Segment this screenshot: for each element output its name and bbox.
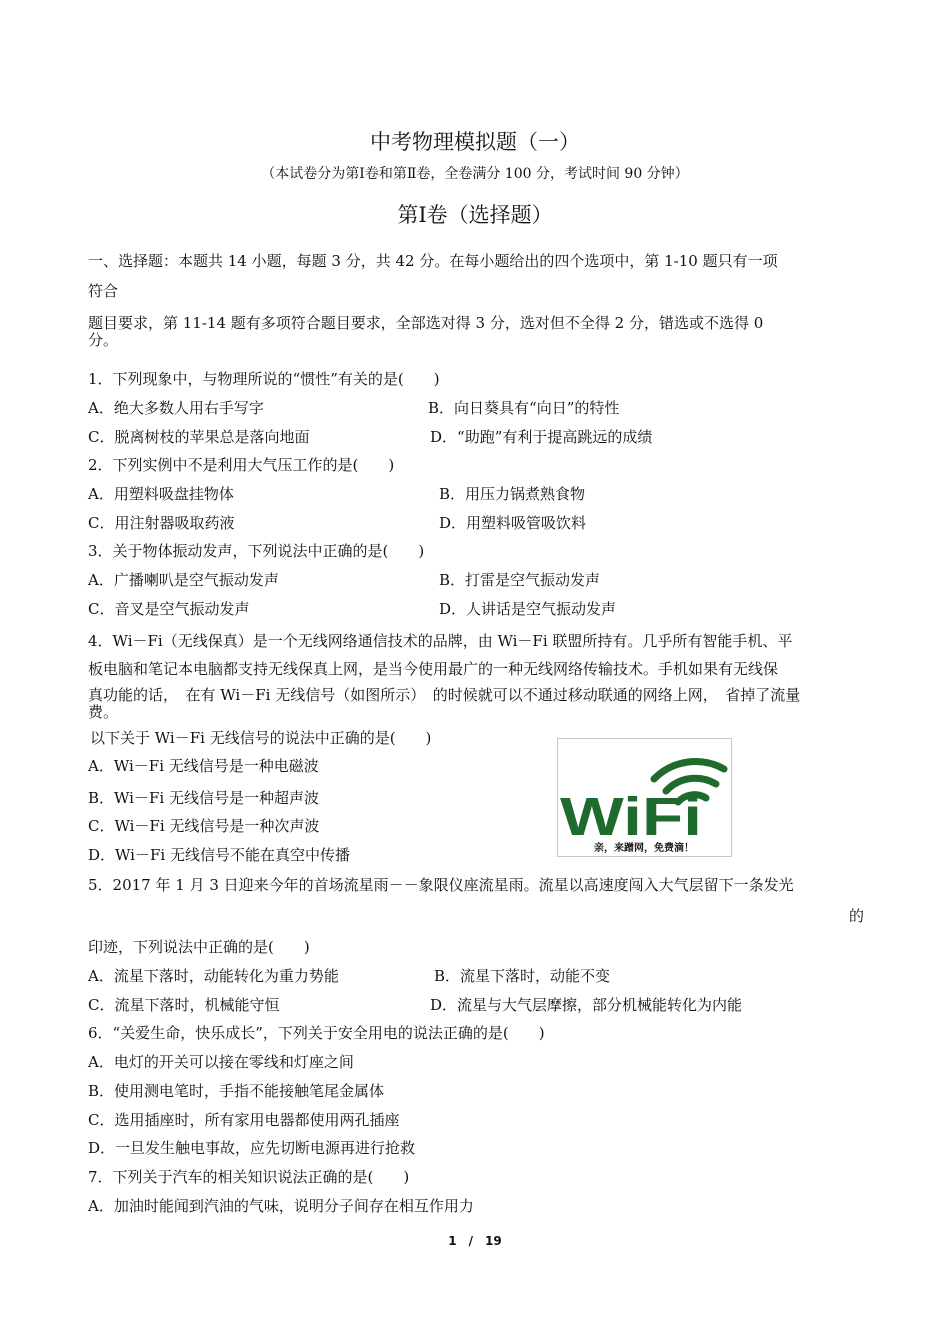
question-5-option-d: D．流星与大气层摩擦，部分机械能转化为内能 <box>430 996 743 1014</box>
question-4-option-b: B．Wi－Fi 无线信号是一种超声波 <box>88 789 319 807</box>
question-3-option-c: C．音叉是空气振动发声 <box>88 600 250 618</box>
question-1-option-c: C．脱离树枝的苹果总是落向地面 <box>88 428 310 446</box>
question-2-option-c: C．用注射器吸取药液 <box>88 514 235 532</box>
question-2-stem: 2．下列实例中不是利用大气压工作的是( ) <box>88 456 395 474</box>
question-2-option-d: D．用塑料吸管吸饮料 <box>439 514 587 532</box>
exam-subtitle: （本试卷分为第Ⅰ卷和第Ⅱ卷，全卷满分 100 分，考试时间 90 分钟） <box>261 166 689 182</box>
question-7-option-a: A．加油时能闻到汽油的气味，说明分子间存在相互作用力 <box>88 1197 474 1215</box>
question-6-option-d: D．一旦发生触电事故，应先切断电源再进行抢救 <box>88 1139 416 1157</box>
wifi-icon <box>558 739 731 856</box>
question-4-option-a: A．Wi－Fi 无线信号是一种电磁波 <box>88 757 319 775</box>
question-6-option-b: B．使用测电笔时，手指不能接触笔尾金属体 <box>88 1082 385 1100</box>
question-4-option-d: D．Wi－Fi 无线信号不能在真空中传播 <box>88 846 350 864</box>
question-2-option-a: A．用塑料吸盘挂物体 <box>88 485 234 503</box>
instructions-line-2: 符合 <box>88 282 119 300</box>
question-7-stem: 7．下列关于汽车的相关知识说法正确的是( ) <box>88 1168 410 1186</box>
question-6-option-a: A．电灯的开关可以接在零线和灯座之间 <box>88 1053 354 1071</box>
question-2-option-b: B．用压力锅煮熟食物 <box>439 485 586 503</box>
wifi-logo-text: WiFi <box>560 787 702 847</box>
page-number: 1 / 19 <box>448 1234 502 1248</box>
wifi-figure <box>557 738 732 857</box>
question-5-stem-line-2: 印迹，下列说法中正确的是( ) <box>88 938 310 956</box>
question-4-passage-line-4: 费。 <box>88 703 119 721</box>
question-5-stem-line-1: 5．2017 年 1 月 3 日迎来今年的首场流星雨－－象限仪座流星雨。流星以高速度闯入大气层留下一条发光 <box>88 876 794 894</box>
instructions-line-3: 题目要求，第 11-14 题有多项符合题目要求，全部选对得 3 分，选对但不全得 2 分，错选或不选得 0 <box>88 314 764 332</box>
question-3-stem: 3．关于物体振动发声，下列说法中正确的是( ) <box>88 542 425 560</box>
instructions-line-1: 一、选择题：本题共 14 小题，每题 3 分，共 42 分。在每小题给出的四个选项中，第 1-10 题只有一项 <box>88 252 778 270</box>
question-4-passage-line-3: 真功能的话， 在有 Wi－Fi 无线信号（如图所示） 的时候就可以不通过移动联通的网络上网， 省掉了流量 <box>88 686 801 704</box>
question-5-option-b: B．流星下落时，动能不变 <box>434 967 611 985</box>
instructions-line-4: 分。 <box>88 331 119 349</box>
question-4-stem: 以下关于 Wi－Fi 无线信号的说法中正确的是( ) <box>90 729 432 747</box>
question-1-stem: 1．下列现象中，与物理所说的“惯性”有关的是( ) <box>88 370 440 388</box>
question-3-option-a: A．广播喇叭是空气振动发声 <box>88 571 279 589</box>
part-heading: 第Ⅰ卷（选择题） <box>397 203 553 227</box>
question-1-option-b: B．向日葵具有“向日”的特性 <box>428 399 620 417</box>
question-6-option-c: C．选用插座时，所有家用电器都使用两孔插座 <box>88 1111 400 1129</box>
question-5-option-a: A．流星下落时，动能转化为重力势能 <box>88 967 339 985</box>
question-4-option-c: C．Wi－Fi 无线信号是一种次声波 <box>88 817 320 835</box>
page-title: 中考物理模拟题（一） <box>370 130 580 154</box>
question-3-option-d: D．人讲话是空气振动发声 <box>439 600 617 618</box>
question-1-option-a: A．绝大多数人用右手写字 <box>88 399 264 417</box>
question-3-option-b: B．打雷是空气振动发声 <box>439 571 601 589</box>
wifi-slogan: 亲，来蹭网，免费滴！ <box>594 843 694 854</box>
question-1-option-d: D．“助跑”有利于提高跳远的成绩 <box>430 428 653 446</box>
question-5-option-c: C．流星下落时，机械能守恒 <box>88 996 280 1014</box>
question-4-passage-line-1: 4．Wi－Fi（无线保真）是一个无线网络通信技术的品牌，由 Wi－Fi 联盟所持有。几乎所有智能手机、平 <box>88 632 793 650</box>
question-4-passage-line-2: 板电脑和笔记本电脑都支持无线保真上网，是当今使用最广的一种无线网络传输技术。手机如果有无线保 <box>88 660 779 678</box>
question-6-stem: 6．“关爱生命，快乐成长”，下列关于安全用电的说法正确的是( ) <box>88 1024 545 1042</box>
question-5-stem-wrap: 的 <box>848 907 864 925</box>
